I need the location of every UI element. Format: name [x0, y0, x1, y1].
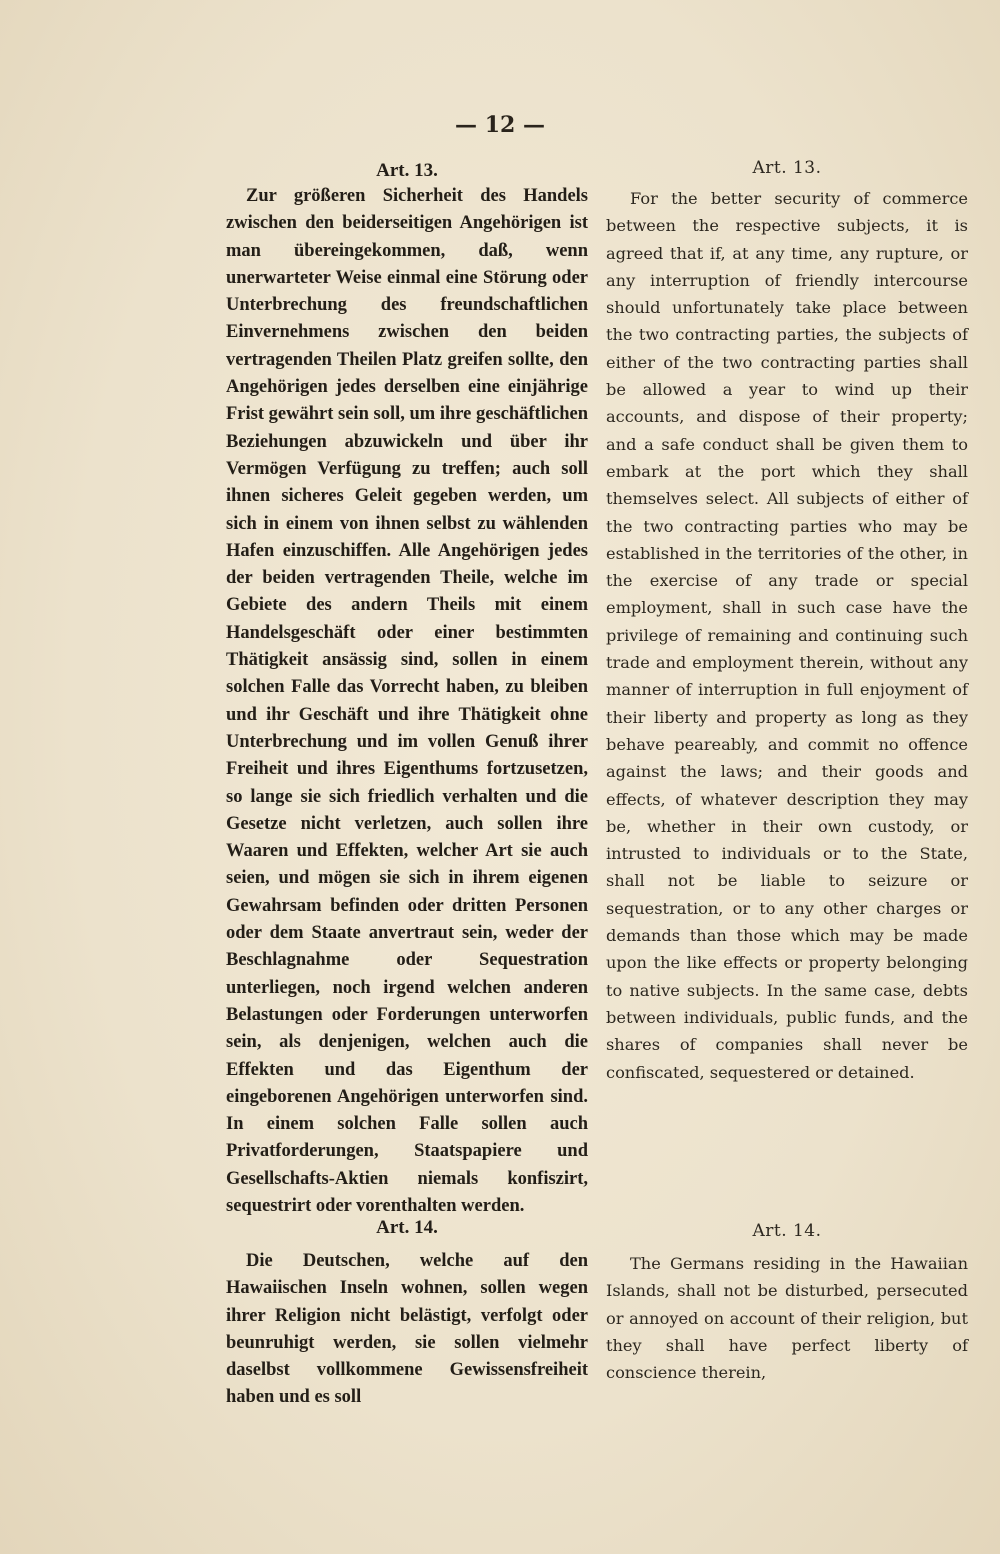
page-number: — 12 —	[455, 112, 545, 138]
german-art13-heading: Art. 13.	[376, 160, 438, 181]
german-art13-text: Zur größeren Sicherheit des Handels zwischen den beiderseitigen Angehörigen ist man übereingekommen, daß, wenn unerwarteter Weise einmal eine Störung oder Unterbrechung des freundschaftlichen Einvernehmens zwischen den beiden vertragenden Theilen Platz greifen sollte, den Angehörigen jedes derselben eine einjährige Frist gewährt sein soll, um ihre geschäftlichen Beziehungen abzuwickeln und über ihr Vermögen Verfügung zu treffen; auch soll ihnen sicheres Geleit gegeben werden, um sich in einem von ihnen selbst zu wählenden Hafen einzuschiffen. Alle Angehörigen jedes der beiden vertragenden Theile, welche im Gebiete des andern Theils mit einem Handelsgeschäft oder einer bestimmten Thätigkeit ansässig sind, sollen in einem solchen Falle das Vorrecht haben, zu bleiben und ihr Geschäft und ihre Thätigkeit ohne Unterbrechung und im vollen Genuß ihrer Freiheit und ihres Eigenthums fortzusetzen, so lange sie sich friedlich verhalten und die Gesetze nicht verletzen, auch sollen ihre Waaren und Effekten, welcher Art sie auch seien, und mögen sie sich in ihrem eigenen Gewahrsam befinden oder dritten Personen oder dem Staate anvertraut sein, weder der Beschlagnahme oder Sequestration unterliegen, noch irgend welchen anderen Belastungen oder Forderungen unterworfen sein, als denjenigen, welchen auch die Effekten und das Eigenthum der eingeborenen Angehörigen unterworfen sind. In einem solchen Falle sollen auch Privatforderungen, Staatspapiere und Gesellschafts-Aktien niemals konfiszirt, sequestrirt oder vorenthalten werden.	[226, 186, 588, 1216]
german-art14-heading: Art. 14.	[376, 1217, 438, 1238]
german-art14-text: Die Deutschen, welche auf den Hawaiischen Inseln wohnen, sollen wegen ihrer Religion nicht belästigt, verfolgt oder beunruhigt werden, sie sollen vielmehr daselbst vollkommene Gewissensfreiheit haben und es soll	[226, 1251, 588, 1408]
english-art13-heading: Art. 13.	[752, 158, 822, 178]
english-art14-heading: Art. 14.	[752, 1221, 822, 1241]
english-art13-text: For the better security of commerce between the respective subjects, it is agreed that if, at any time, any rupture, or any interruption of friendly intercourse should unfortunately take place between the two contracting parties, the subjects of either of the two contracting parties shall be allowed a year to wind up their accounts, and dispose of their property; and a safe conduct shall be given them to embark at the port which they shall themselves select. All subjects of either of the two contracting parties who may be established in the territories of the other, in the exercise of any trade or special employment, shall in such case have the privilege of remaining and continuing such trade and employment therein, without any manner of interruption in full enjoyment of their liberty and property as long as they behave peareably, and commit no offence against the laws; and their goods and effects, of whatever description they may be, whether in their own custody, or intrusted to individuals or to the State, shall not be liable to seizure or sequestration, or to any other charges or demands than those which may be made upon the like effects or property belonging to native subjects. In the same case, debts between individuals, public funds, and the shares of companies shall never be confiscated, sequestered or detained.	[606, 189, 968, 1082]
english-art14-text: The Germans residing in the Hawaiian Islands, shall not be disturbed, persecuted or annoyed on account of their religion, but they shall have perfect liberty of conscience therein,	[606, 1254, 968, 1383]
